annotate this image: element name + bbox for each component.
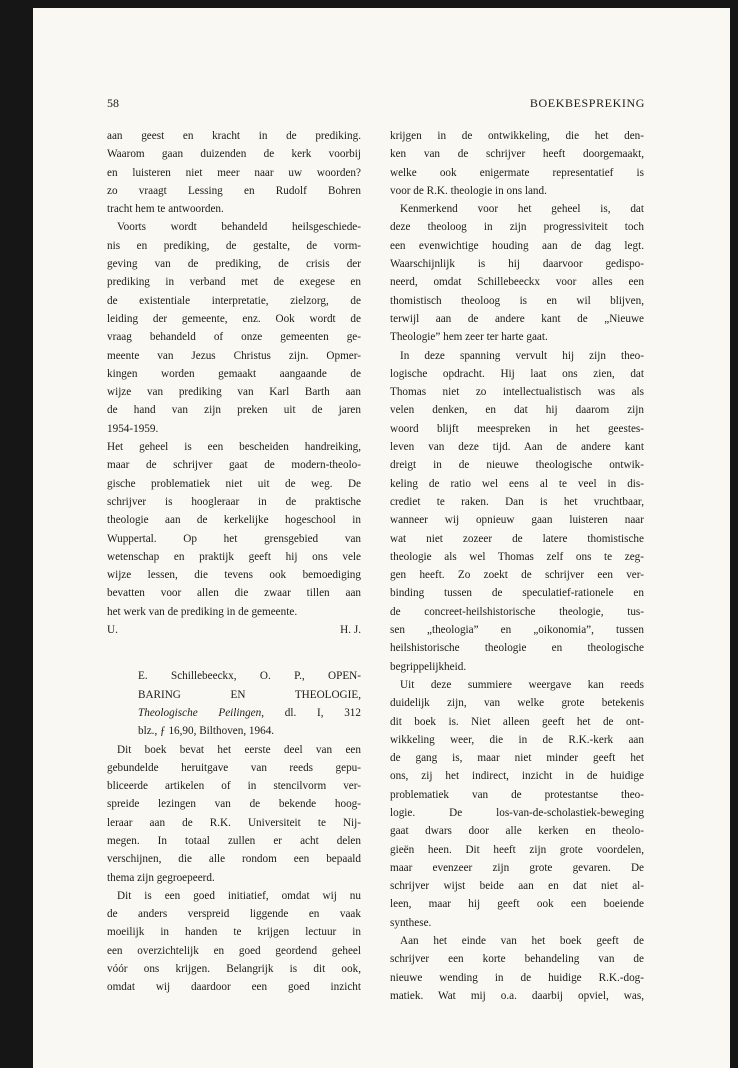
signature-initial-left: U. <box>107 624 118 637</box>
text-line: de gang is, maar niet minder geeft het <box>390 752 644 765</box>
text-line: de hand van zijn preken uit de jaren <box>107 404 361 417</box>
section-gap <box>107 639 361 667</box>
text-line: nis en prediking, de gestalte, de vorm- <box>107 239 361 252</box>
text-line: nieuwe wending in de huidige R.K.-dog- <box>390 971 644 984</box>
text-line: verschijnen, die alle rondom een bepaald <box>107 853 361 866</box>
text-line: Dit is een goed initiatief, omdat wij nu <box>117 889 361 902</box>
text-line: ons, zij het indirect, inzicht in de huidige <box>390 770 644 783</box>
text-line: de existentiale interpretatie, zielzorg, de <box>107 294 361 307</box>
text-line: vóór ons krijgen. Belangrijk is dit ook, <box>107 963 361 976</box>
text-line: wikkeling weer, die in de R.K.-kerk aan <box>390 733 644 746</box>
review2-paragraph1 <box>107 741 361 887</box>
reviewer-signature <box>107 621 361 639</box>
text-line: meente van Jezus Christus zijn. Opmer- <box>107 349 361 362</box>
text-line: welke ook enigermate representatief is <box>390 166 644 179</box>
text-line: Aan het einde van het boek geeft de <box>400 935 644 948</box>
text-line: Uit deze summiere weergave kan reeds <box>400 678 644 691</box>
text-line: wetenschap en praktijk geeft hij ons vele <box>107 550 361 563</box>
text-line: geving van de prediking, de crisis der <box>107 258 361 271</box>
text-line: gische problematiek niet uit de weg. De <box>107 477 361 490</box>
text-line: Kenmerkend voor het geheel is, dat <box>400 203 644 216</box>
text-line: neerd, omdat Schillebeeckx voor alles een <box>390 276 644 289</box>
text-line: het werk van de prediking in de gemeente. <box>107 605 298 618</box>
review2-paragraph4 <box>390 200 644 346</box>
text-line: spreide lezingen van de bekende hoog- <box>107 798 361 811</box>
text-line: theologie als wel Thomas zelf ons te zeg- <box>390 550 644 563</box>
review1-paragraph1 <box>107 127 361 218</box>
text-line: wat niet zozeer de latere thomistische <box>390 532 644 545</box>
text-line: bliceerde artikelen of in stencilvorm ver- <box>107 780 361 793</box>
text-line: aan geest en kracht in de prediking. <box>107 130 361 142</box>
text-line: thomistisch theoloog is en wil blijven, <box>390 294 644 307</box>
text-line: moeilijk in handen te krijgen lectuur in <box>107 926 361 939</box>
text-line: megen. In totaal zullen er acht delen <box>107 834 361 847</box>
text-line: heilshistorische theologie en theologische <box>390 642 644 655</box>
text-line: omdat wij daardoor een goed inzicht <box>107 981 361 994</box>
text-line: deze theoloog in zijn progressiviteit toch <box>390 221 644 234</box>
text-line: krijgen in de ontwikkeling, die het den- <box>390 130 644 142</box>
text-line: In deze spanning vervult hij zijn theo- <box>400 349 644 362</box>
text-line: gieën heen. Dit heeft zijn grote voordelen, <box>390 843 644 856</box>
text-line: Dit boek bevat het eerste deel van een <box>117 743 361 756</box>
review2-paragraph2 <box>107 887 361 997</box>
text-line: schrijver een korte behandeling van de <box>390 953 644 966</box>
text-line: Voorts wordt behandeld heilsgeschiede- <box>117 221 361 234</box>
text-line: begrippelijkheid. <box>390 660 467 673</box>
text-line: leraar aan de R.K. Universiteit te Nij- <box>107 816 361 829</box>
text-line: logie. De los-van-de-scholastiek-beweging <box>390 806 644 819</box>
text-line: leen, maar hij geeft ook een boeiende <box>390 898 644 911</box>
text-line: crediet te raken. Dan is het vruchtbaar, <box>390 495 644 508</box>
text-line: wijze lessen, die tevens ook bemoediging <box>107 569 361 582</box>
signature-initials: H. J. <box>340 624 361 637</box>
text-line: thema zijn gegroepeerd. <box>107 871 215 884</box>
text-line: wanneer wij opnieuw gaan luisteren naar <box>390 514 644 527</box>
text-line: prediking in verband met de exegese en <box>107 276 361 289</box>
text-line: bevatten voor allen die zwaar tillen aan <box>107 587 361 600</box>
text-line: voor de R.K. theologie in ons land. <box>390 184 547 197</box>
text-line: Thomas niet zo intellectualistisch was als <box>390 386 644 399</box>
text-line: schrijver is hoogleraar in de praktische <box>107 495 361 508</box>
text-line: leven van deze tijd. Aan de andere kant <box>390 441 644 454</box>
page-number: 58 <box>107 96 119 110</box>
text-line: Wuppertal. Op het grensgebied van <box>107 532 361 545</box>
review1-paragraph2 <box>107 218 361 438</box>
text-line: terwijl aan de andere kant de „Nieuwe <box>390 312 644 325</box>
text-line: zo vraagt Lessing en Rudolf Bohren <box>107 184 361 197</box>
text-line: vraag behandeld of onze gemeenten ge- <box>107 331 361 344</box>
text-line: problematiek van de protestantse theo- <box>390 788 644 801</box>
book-series-line <box>138 704 361 722</box>
text-line: binding tussen de speculatief-rationele en <box>390 587 644 600</box>
book-title-line: BARING EN THEOLOGIE, <box>138 688 361 701</box>
text-line: een evenwichtige houding aan de dag legt. <box>390 239 644 252</box>
text-line: en luisteren niet meer naar uw woorden? <box>107 166 361 179</box>
text-line: dit boek is. Niet alleen geeft het de ont- <box>390 715 644 728</box>
text-line: kingen worden gemaakt aangaande de <box>107 367 361 380</box>
review2-paragraph7 <box>390 932 644 1005</box>
text-line: maar evenzeer zijn grote gevaren. De <box>390 861 644 874</box>
text-line: gebundelde heruitgave van reeds gepu- <box>107 761 361 774</box>
text-line: de concreet-heilshistorische theologie, tus- <box>390 605 644 618</box>
text-line: synthese. <box>390 916 432 929</box>
text-line: schrijver wijst beide aan en dat niet al- <box>390 880 644 893</box>
text-line: keling de ratio wel eens al te veel in dis- <box>390 477 644 490</box>
text-line: Waarom gaan duizenden de kerk voorbij <box>107 148 361 161</box>
review2-paragraph6 <box>390 676 644 932</box>
review2-paragraph5 <box>390 347 644 676</box>
text-line: 1954-1959. <box>107 422 159 435</box>
review1-paragraph3 <box>107 438 361 621</box>
text-line: wijze van prediking van Karl Barth aan <box>107 386 361 399</box>
page-header <box>107 96 645 112</box>
text-line: gaat dwars door alle kerken en theolo- <box>390 825 644 838</box>
book-series-title: Theologische Peilingen, <box>138 706 265 719</box>
text-line: dreigt in de nieuwe theologische ontwik- <box>390 459 644 472</box>
book-series-details: dl. I, 312 <box>264 706 361 719</box>
text-line: gen heeft. Zo zoekt de schrijver een ver- <box>390 569 644 582</box>
book-entry <box>107 667 361 740</box>
right-column <box>390 127 644 1005</box>
text-line: een overzichtelijk en goed geordend geheel <box>107 944 361 957</box>
text-line: theologie aan de kerkelijke hogeschool in <box>107 514 361 527</box>
text-line: Het geheel is een bescheiden handreiking, <box>107 441 361 454</box>
text-line: velen denken, en dat hij daarom zijn <box>390 404 644 417</box>
book-author-line: E. Schillebeeckx, O. P., OPEN- <box>138 670 361 683</box>
review2-paragraph3 <box>390 127 644 200</box>
text-line: Theologie” hem zeer ter harte gaat. <box>390 331 548 344</box>
text-line: leiding der gemeente, enz. Ook wordt de <box>107 312 361 325</box>
text-line: woord blijft meespreken in het geestes- <box>390 422 644 435</box>
left-column <box>107 127 361 997</box>
text-line: de anders verspreid liggende en vaak <box>107 908 361 921</box>
text-line: logische opdracht. Hij laat ons zien, dat <box>390 367 644 380</box>
book-publication-line: blz., ƒ 16,90, Bilthoven, 1964. <box>138 725 275 738</box>
text-line: ken van de schrijver heeft doorgemaakt, <box>390 148 644 161</box>
text-line: maar de schrijver gaat de modern-theolo- <box>107 459 361 472</box>
text-line: Waarschijnlijk is hij daarvoor gedispo- <box>390 258 644 271</box>
text-line: matiek. Wat mij o.a. daarbij opviel, was, <box>390 989 644 1002</box>
text-line: tracht hem te antwoorden. <box>107 203 224 216</box>
running-head: BOEKBESPREKING <box>529 96 645 110</box>
text-line: duidelijk zijn, van welke grote betekenis <box>390 697 644 710</box>
text-line: sen „theologia” en „oikonomia”, tussen <box>390 624 644 637</box>
